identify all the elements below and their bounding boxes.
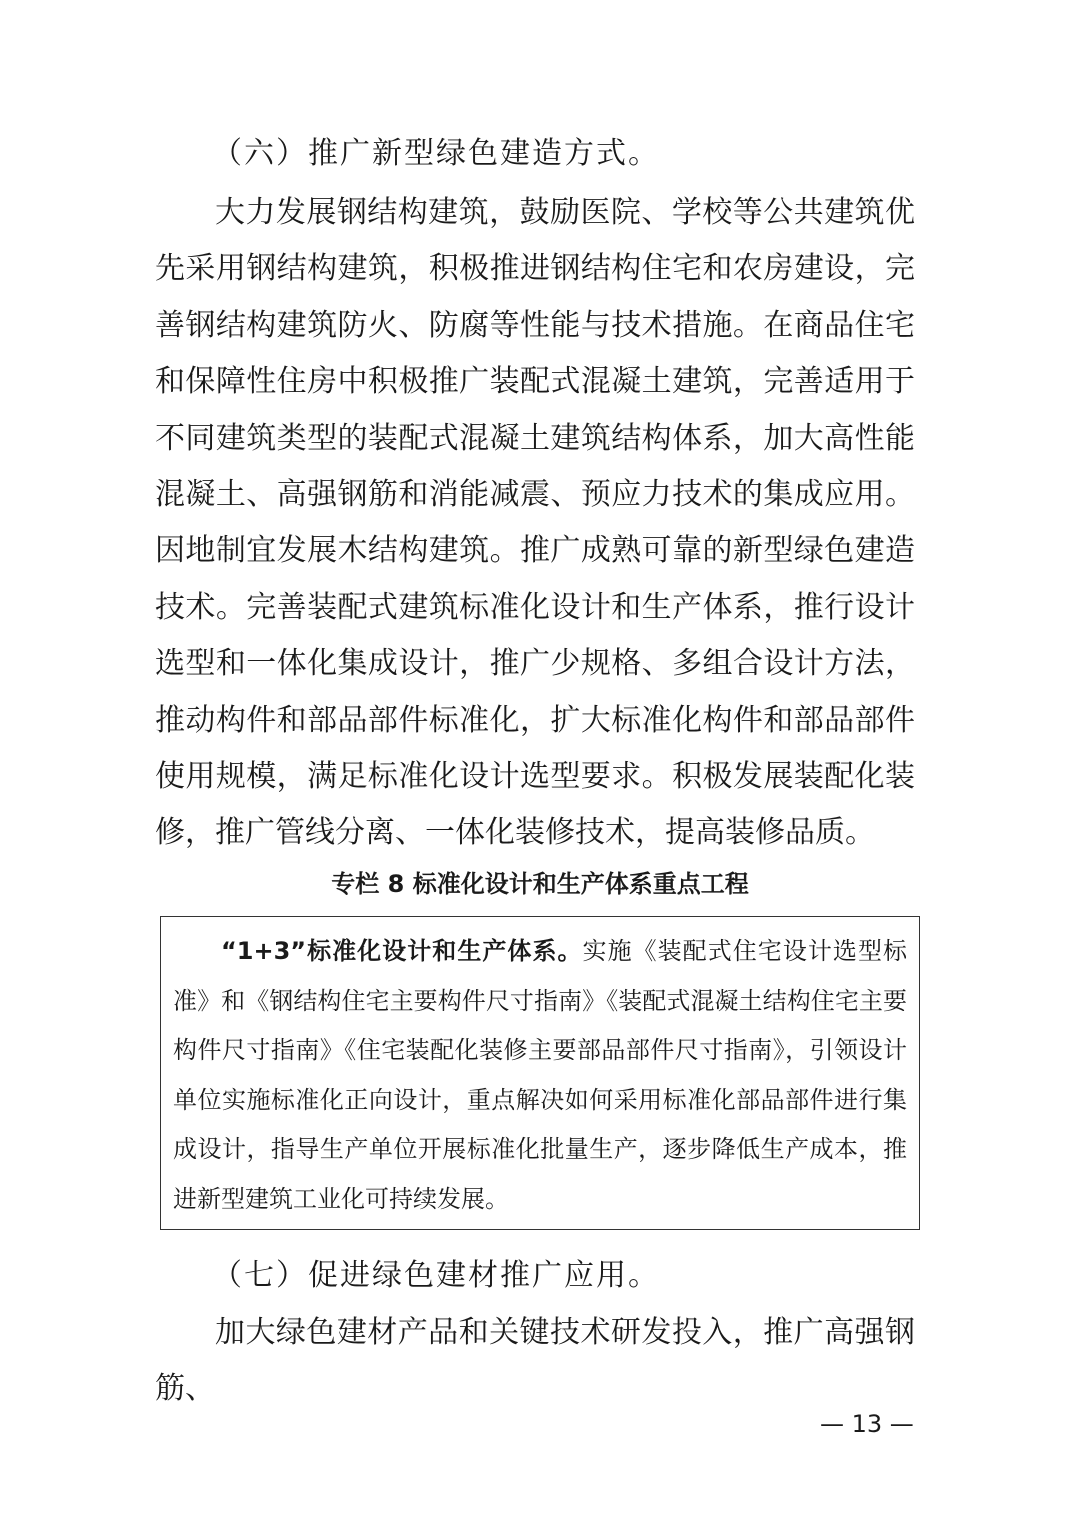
column-8-lead: “1+3”标准化设计和生产体系。 bbox=[221, 937, 583, 965]
section-6-heading: （六）推广新型绿色建造方式。 bbox=[212, 136, 660, 171]
column-8-box bbox=[160, 916, 920, 1230]
page-number: — 13 — bbox=[820, 1410, 914, 1438]
column-8-body bbox=[173, 927, 907, 1224]
column-8-title: 专栏 8 标准化设计和生产体系重点工程 bbox=[331, 870, 749, 898]
column-8-text: 实施《装配式住宅设计选型标准》和《钢结构住宅主要构件尺寸指南》《装配式混凝土结构住宅主要构件尺寸指南》《住宅装配化装修主要部品部件尺寸指南》，引领设计单位实施标准化正向设计，重点解决如何采用标准化部品部件进行集成设计，指导生产单位开展标准化批量生产，逐步降低生产成本，推进新型建筑工业化可持续发展。 bbox=[173, 937, 907, 1213]
section-6-paragraph: 大力发展钢结构建筑，鼓励医院、学校等公共建筑优先采用钢结构建筑，积极推进钢结构住宅和农房建设，完善钢结构建筑防火、防腐等性能与技术措施。在商品住宅和保障性住房中积极推广装配式混凝土建筑，完善适用于不同建筑类型的装配式混凝土建筑结构体系，加大高性能混凝土、高强钢筋和消能减震、预应力技术的集成应用。因地制宜发展木结构建筑。推广成熟可靠的新型绿色建造技术。完善装配式建筑标准化设计和生产体系，推行设计选型和一体化集成设计，推广少规格、多组合设计方法，推动构件和部品部件标准化，扩大标准化构件和部品部件使用规模，满足标准化设计选型要求。积极发展装配化装修，推广管线分离、一体化装修技术，提高装修品质。 bbox=[155, 195, 915, 851]
section-7-heading: （七）促进绿色建材推广应用。 bbox=[212, 1258, 660, 1293]
section-7-paragraph: 加大绿色建材产品和关键技术研发投入，推广高强钢筋、 bbox=[155, 1315, 915, 1407]
